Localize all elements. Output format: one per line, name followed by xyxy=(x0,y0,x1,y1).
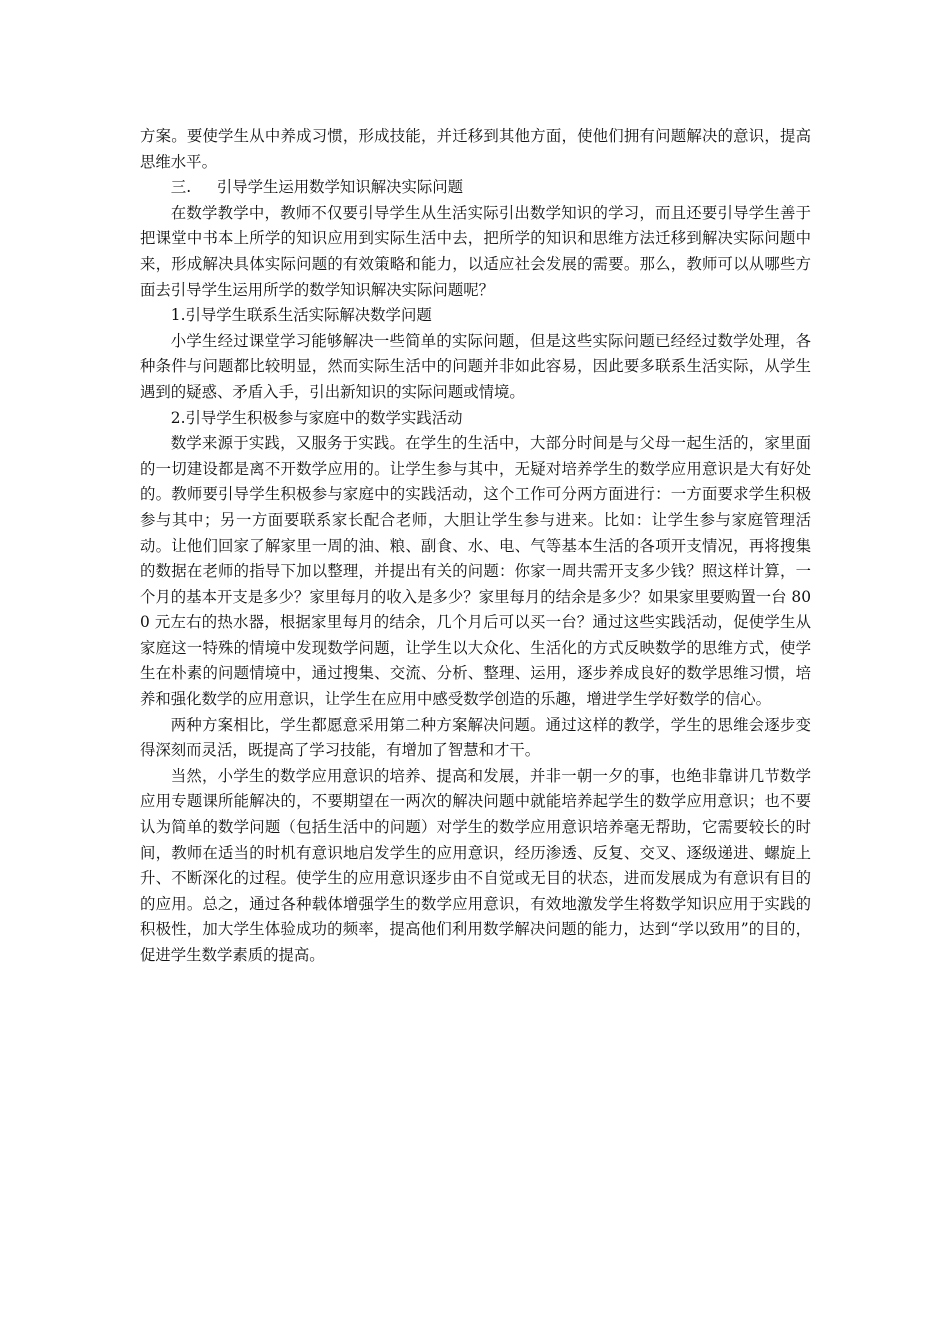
subheading-1: 1.引导学生联系生活实际解决数学问题 xyxy=(170,306,432,325)
document-body xyxy=(140,124,811,969)
section-heading-title: 引导学生运用数学知识解决实际问题 xyxy=(216,178,464,197)
paragraph-comparison: 两种方案相比，学生都愿意采用第二种方案解决问题。通过这样的教学，学生的思维会逐步变得深刻而灵活，既提高了学习技能，有增加了智慧和才干。 xyxy=(140,715,811,760)
paragraph-intro: 在数学教学中，教师不仅要引导学生从生活实际引出数学知识的学习，而且还要引导学生善于把课堂中书本上所学的知识应用到实际生活中去，把所学的知识和思维方法迁移到解决实际问题中来，形成解决具体实际问题的有效策略和能力，以适应社会发展的需要。那么，教师可以从哪些方面去引导学生运用所学的数学知识解决实际问题呢？ xyxy=(140,203,811,299)
section-heading-number: 三. xyxy=(170,178,192,197)
paragraph-subsection-1: 小学生经过课堂学习能够解决一些简单的实际问题，但是这些实际问题已经经过数学处理，各种条件与问题都比较明显，然而实际生活中的问题并非如此容易，因此要多联系生活实际，从学生遇到的疑惑、矛盾入手，引出新知识的实际问题或情境。 xyxy=(140,331,811,401)
paragraph-conclusion: 当然，小学生的数学应用意识的培养、提高和发展，并非一朝一夕的事，也绝非靠讲几节数学应用专题课所能解决的，不要期望在一两次的解决问题中就能培养起学生的数学应用意识；也不要认为简单的数学问题（包括生活中的问题）对学生的数学应用意识培养毫无帮助，它需要较长的时间，教师在适当的时机有意识地启发学生的应用意识，经历渗透、反复、交叉、逐级递进、螺旋上升、不断深化的过程。使学生的应用意识逐步由不自觉或无目的状态，进而发展成为有意识有目的的应用。总之，通过各种载体增强学生的数学应用意识，有效地激发学生将数学知识应用于实践的积极性，加大学生体验成功的频率，提高他们利用数学解决问题的能力，达到“学以致用”的目的，促进学生数学素质的提高。 xyxy=(140,766,811,964)
paragraph-continuation: 方案。要使学生从中养成习惯，形成技能，并迁移到其他方面，使他们拥有问题解决的意识，提高思维水平。 xyxy=(140,127,811,171)
subheading-2: 2.引导学生积极参与家庭中的数学实践活动 xyxy=(170,408,463,427)
section-heading xyxy=(140,175,811,201)
paragraph-subsection-2: 数学来源于实践，又服务于实践。在学生的生活中，大部分时间是与父母一起生活的，家里面的一切建设都是离不开数学应用的。让学生参与其中，无疑对培养学生的数学应用意识是大有好处的。教师要引导学生积极参与家庭中的实践活动，这个工作可分两方面进行：一方面要求学生积极参与其中；另一方面要联系家长配合老师，大胆让学生参与进来。比如：让学生参与家庭管理活动。让他们回家了解家里一周的油、粮、副食、水、电、气等基本生活的各项开支情况，再将搜集的数据在老师的指导下加以整理，并提出有关的问题：你家一周共需开支多少钱？照这样计算，一个月的基本开支是多少？家里每月的收入是多少？家里每月的结余是多少？如果家里要购置一台 800 元左右的热水器，根据家里每月的结余，几个月后可以买一台？通过这些实践活动，促使学生从家庭这一特殊的情境中发现数学问题，让学生以大众化、生活化的方式反映数学的思维方式，使学生在朴素的问题情境中，通过搜集、交流、分析、整理、运用，逐步养成良好的数学思维习惯，培养和强化数学的应用意识，让学生在应用中感受数学创造的乐趣，增进学生学好数学的信心。 xyxy=(140,434,811,709)
